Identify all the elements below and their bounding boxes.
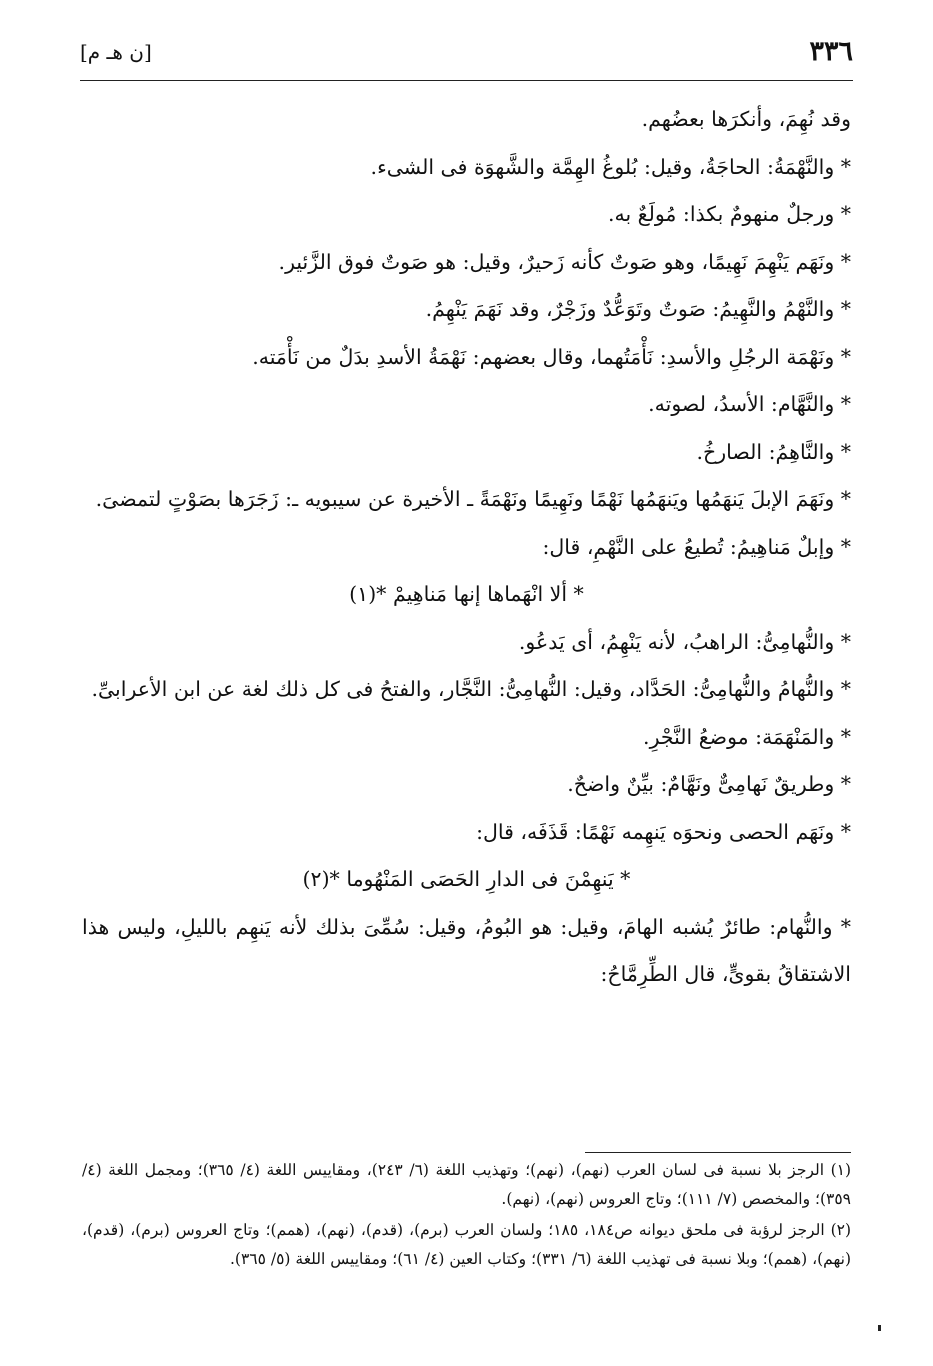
footnote-1: (١) الرجز بلا نسبة فى لسان العرب (نهم)، (نهم)؛ وتهذيب اللغة (٦/ ٢٤٣)، ومقاييس اللغة (٤/ ٣٦٥)؛ ومجمل اللغة (٤/ ٣٥٩)؛ والمخصص (٧/ ١١١)؛ وتاج العروس (نهم)، (نهم). [82,1161,852,1208]
entry-4: * والنَّهْمُ والنَّهِيمُ: صَوتٌ وتَوَعُّدٌ وزَجْرٌ، وقد نَهَمَ يَنْهِمُ. [425,297,851,321]
entry-3: * ونَهَم يَنْهِمَ نَهِيمًا، وهو صَوتٌ كأنه زَحيرٌ، وقيل: هو صَوتٌ فوق الزَّئير. [278,249,851,274]
entry-8: * ونَهَمَ الإبلَ يَنهَمُها ويَنهَمُها نَهْمًا ونَهِيمًا ونَهْمَةً ـ الأخيرة عن سيبويه ـ: زَجَرَها بصَوْتٍ لتمضىَ. [95,487,851,511]
entry-1: * والنَّهْمَةُ: الحاجَةُ، وقيل: بُلوغُ الهِمَّة والشَّهوَة فى الشىء. [370,154,851,179]
page-header [80,36,853,76]
footnotes [82,1156,851,1276]
entry-15: * ونَهَم الحصى ونحوَه يَنهِمه نَهْمًا: قَذَفَه، قال: [476,819,851,844]
section-root-label: [ن هـ م] [80,40,152,64]
entry-13: * والمَنْهَمَة: موضعُ النَّجْرِ. [643,724,851,749]
entry-0: وقد نُهِمَ، وأنكرَها بعضُهم. [641,107,851,131]
verse-1: * ألا انْهَماها إنها مَناهِيمْ *(١) [349,582,584,606]
footnote-rule [585,1152,851,1153]
entry-17: * والنُّهام: طائرٌ يُشبه الهامَ، وقيل: هو البُومُ، وقيل: سُمِّىَ بذلك لأنه يَنهِم بالليلِ، وليس هذا الاشتقاقُ بقوىٍّ، قال الطِّرِمَّاحُ: [82,914,851,986]
entry-2: * ورجلٌ منهومٌ بكذا: مُولَعٌ به. [607,202,851,226]
entry-5: * ونَهْمَة الرجُلِ والأسدِ: نَأْمَتُهما، وقال بعضهم: نَهْمَةُ الأسدِ بدَلٌ من نَأْمَته. [252,344,851,369]
entry-9: * وإبلٌ مَناهِيمُ: تُطيعُ على النَّهْمِ، قال: [542,534,851,559]
header-rule [80,80,853,81]
page-mark [878,1325,881,1331]
entry-text [82,96,851,999]
entry-7: * والنَّاهِمُ: الصارخُ. [696,439,851,464]
entry-14: * وطريقٌ نَهامِىٌّ ونَهَّامٌ: بيِّنٌ واضحٌ. [567,772,851,796]
verse-2: * يَنهِمْنَ فى الدارِ الحَصَى المَنْهُوما *(٢) [302,867,631,891]
entry-6: * والنَّهَّام: الأسدُ، لصوته. [648,392,851,416]
entry-12: * والنُّهامُ والنُّهامِىُّ: الحَدَّاد، وقيل: النُّهامِىُّ: النَّجَّار، والفتحُ فى كل ذلك لغة عن ابن الأعرابىِّ. [91,677,851,701]
page-number: ٣٣٦ [809,36,853,67]
entry-11: * والنُّهامِىُّ: الراهبُ، لأنه يَنْهِمُ، أى يَدعُو. [518,629,851,654]
footnote-2: (٢) الرجز لرؤبة فى ملحق ديوانه ص١٨٤، ١٨٥؛ ولسان العرب (برم)، (قدم)، (نهم)، (همم)؛ وتاج العروس (برم)، (قدم)، (نهم)، (همم)؛ وبلا نسبة فى تهذيب اللغة (٦/ ٣٣١)؛ وكتاب العين (٤/ ٦١)؛ ومقاييس اللغة (٥/ ٣٦٥). [82,1221,852,1268]
